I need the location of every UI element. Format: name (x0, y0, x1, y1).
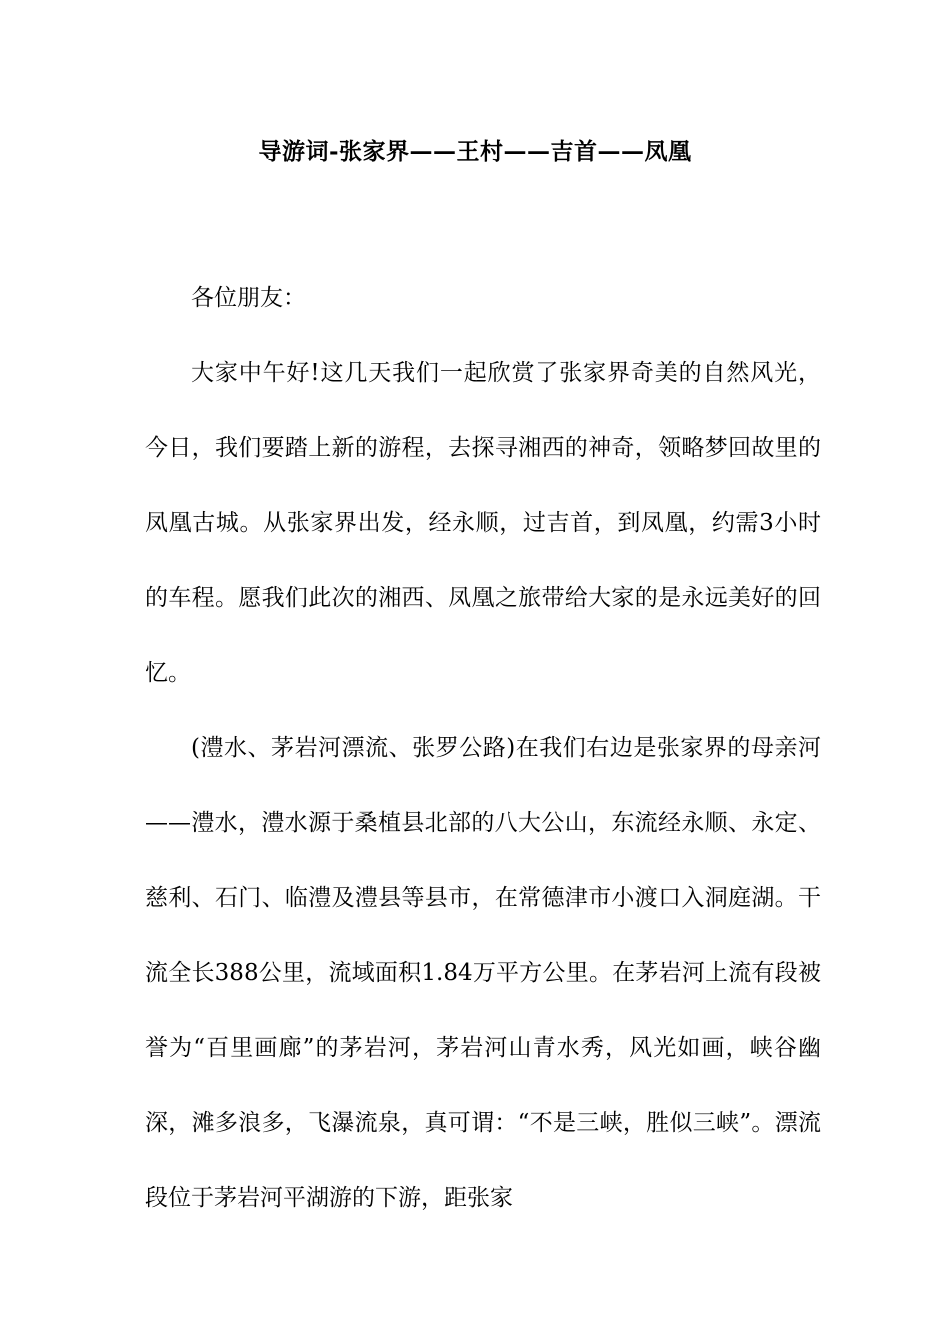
paragraph-intro: 大家中午好!这几天我们一起欣赏了张家界奇美的自然风光，今日，我们要踏上新的游程，去探寻湘西的神奇，领略梦回故里的凤凰古城。从张家界出发，经永顺，过吉首，到凤凰，约需3小时的车程。愿我们此次的湘西、凤凰之旅带给大家的是永远美好的回忆。 (145, 360, 821, 686)
paragraph-greeting: 各位朋友： (191, 285, 306, 311)
document-title: 导游词-张家界——王村——吉首——凤凰 (258, 138, 692, 165)
document-body (145, 261, 821, 1236)
paragraph-lishui: (澧水、茅岩河漂流、张罗公路)在我们右边是张家界的母亲河——澧水，澧水源于桑植县北部的八大公山，东流经永顺、永定、慈利、石门、临澧及澧县等县市，在常德津市小渡口入洞庭湖。干流全长388公里，流域面积1.84万平方公里。在茅岩河上流有段被誉为“百里画廊”的茅岩河，茅岩河山青水秀，风光如画，峡谷幽深，滩多浪多，飞瀑流泉，真可谓：“不是三峡，胜似三峡”。漂流段位于茅岩河平湖游的下游，距张家 (145, 735, 821, 1211)
